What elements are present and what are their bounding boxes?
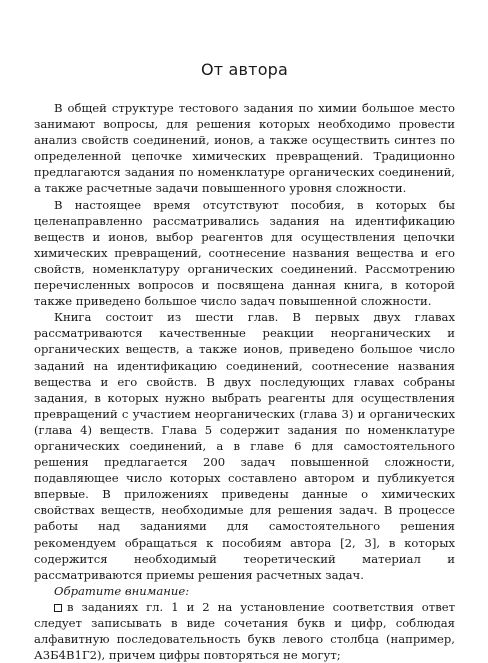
book-page <box>34 0 455 663</box>
bullet-item <box>34 599 455 663</box>
paragraph: В настоящее время отсутствуют пособия, в которых бы целенаправленно рассматривались задания на идентификацию веществ и ионов, выбор реагентов для осуществления цепочки химических превращений, соотнесение названия вещества и его свойств, номенклатуру органических соединений. Рассмотрению перечисленных вопросов и посвящена данная книга, в которой также приведено большое число задач повышенной сложности. <box>34 197 455 309</box>
paragraph: Книга состоит из шести глав. В первых двух главах рассматриваются качественные реакции неорганических и органических веществ, а также ионов, приведено большое число заданий на идентификацию соединений, соотнесение названия вещества и его свойств. В двух последующих главах собраны задания, в которых нужно выбрать реагенты для осуществления превращений с участием неорганических (глава 3) и органических (глава 4) веществ. Глава 5 содержит задания по номенклатуре органических соединений, а в главе 6 для самостоятельного решения предлагается 200 задач повышенной сложности, подавляющее число которых составлено автором и публикуется впервые. В приложениях приведены данные о химических свойствах веществ, необходимые для решения задач. В процессе работы над заданиями для самостоятельного решения рекомендуем обращаться к пособиям автора [2, 3], в которых содержится необходимый теоретический материал и рассматриваются приемы решения расчетных задач. <box>34 310 455 582</box>
bullet-text: в заданиях гл. 1 и 2 на установление соответствия ответ следует записывать в виде сочетания букв и цифр, соблюдая алфавитную последовательность букв левого столбца (например, А3Б4В1Г2), причем цифры повторяться не могут; <box>34 599 455 663</box>
note-heading: Обратите внимание: <box>54 583 190 598</box>
paragraph: В общей структуре тестового задания по химии большое место занимают вопросы, для решения которых необходимо провести анализ свойств соединений, ионов, а также осуществить синтез по определенной цепочке химических превращений. Традиционно предлагаются задания по номенклатуре органических соединений, а также расчетные задачи повышенного уровня сложности. <box>34 101 455 196</box>
page-title: От автора <box>200 60 289 79</box>
page-body <box>34 100 455 663</box>
square-bullet-icon <box>54 604 62 612</box>
